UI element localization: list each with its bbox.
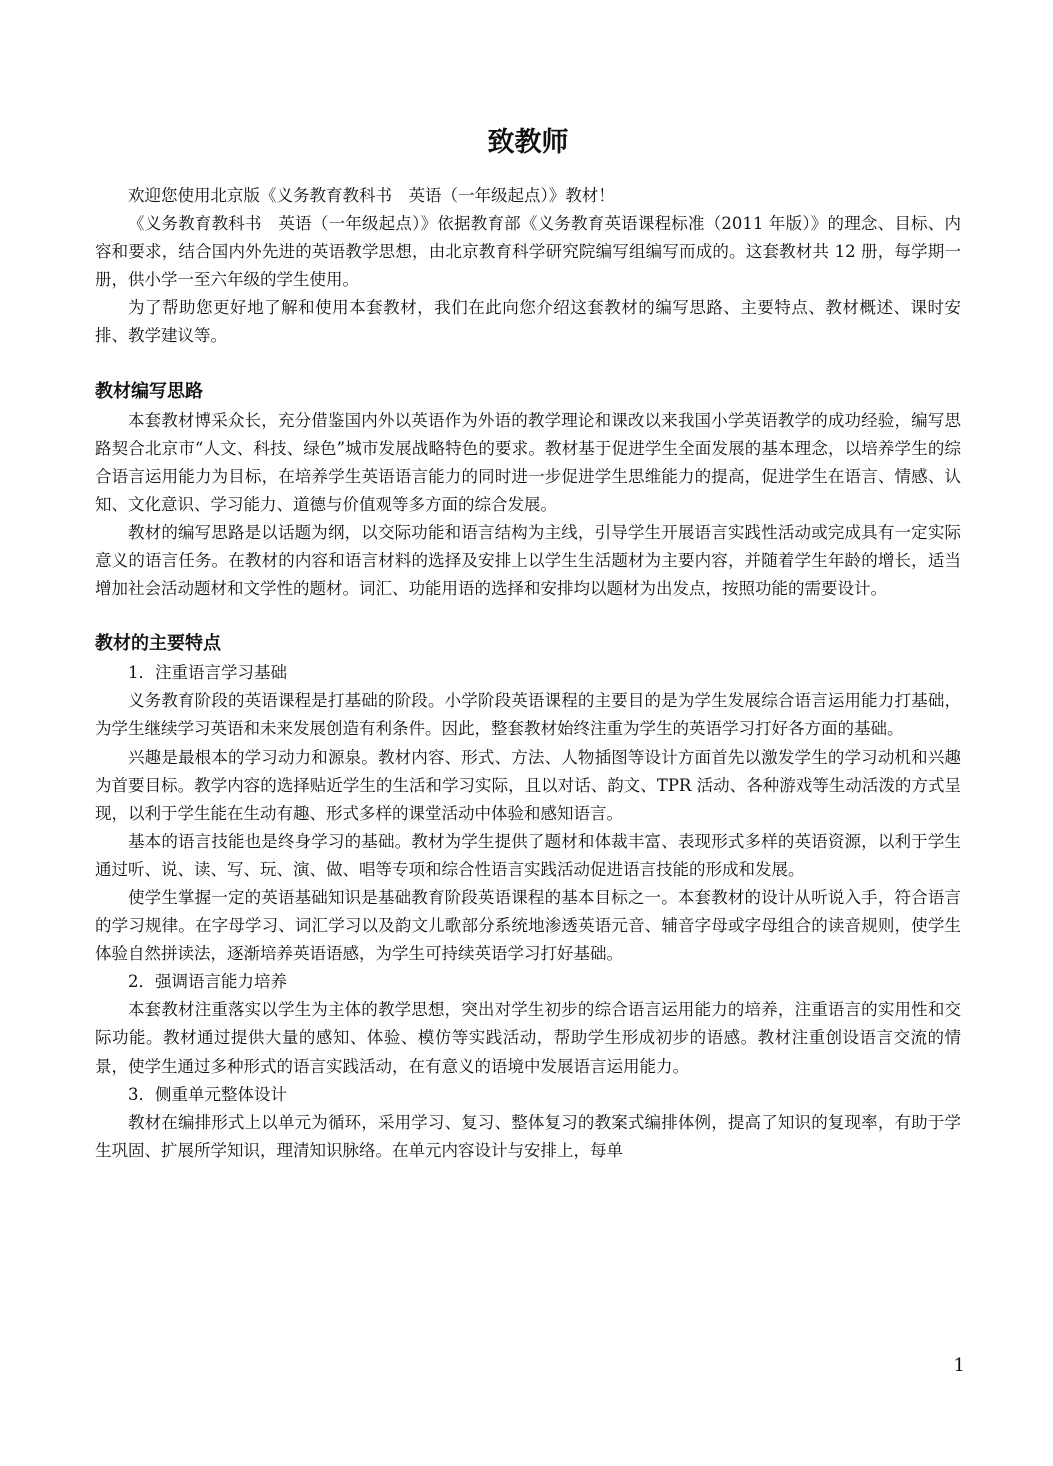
- section-heading-writing-ideas: 教材编写思路: [95, 380, 203, 402]
- feature-point-1-paragraph-4: 使学生掌握一定的英语基础知识是基础教育阶段英语课程的基本目标之一。本套教材的设计从听说入手，符合语言的学习规律。在字母学习、词汇学习以及韵文儿歌部分系统地渗透英语元音、辅音字母或字母组合的读音规则，使学生体验自然拼读法，逐渐培养英语语感，为学生可持续英语学习打好基础。: [95, 887, 961, 964]
- page-number: 1: [953, 1355, 965, 1376]
- intro-paragraph-2: 《义务教育教科书 英语（一年级起点）》依据教育部《义务教育英语课程标准（2011 年版）》的理念、目标、内容和要求，结合国内外先进的英语教学思想，由北京教育科学研究院编写组编写而成的。这套教材共 12 册，每学期一册，供小学一至六年级的学生使用。: [95, 214, 961, 290]
- section1-paragraph-1: 本套教材博采众长，充分借鉴国内外以英语作为外语的教学理论和课改以来我国小学英语教学的成功经验，编写思路契合北京市“人文、科技、绿色”城市发展战略特色的要求。教材基于促进学生全面发展的基本理念，以培养学生的综合语言运用能力为目标，在培养学生英语语言能力的同时进一步促进学生思维能力的提高，促进学生在语言、情感、认知、文化意识、学习能力、道德与价值观等多方面的综合发展。: [95, 410, 961, 514]
- feature-point-3-label: 3．侧重单元整体设计: [128, 1084, 287, 1104]
- feature-point-1-paragraph-1: 义务教育阶段的英语课程是打基础的阶段。小学阶段英语课程的主要目的是为学生发展综合语言运用能力打基础，为学生继续学习英语和未来发展创造有利条件。因此，整套教材始终注重为学生的英语学习打好各方面的基础。: [95, 691, 961, 739]
- feature-point-1-label: 1．注重语言学习基础: [128, 663, 287, 683]
- feature-point-3-paragraph-1: 教材在编排形式上以单元为循环，采用学习、复习、整体复习的教案式编排体例，提高了知识的复现率，有助于学生巩固、扩展所学知识，理清知识脉络。在单元内容设计与安排上，每单: [95, 1112, 961, 1160]
- intro-paragraph-3: 为了帮助您更好地了解和使用本套教材，我们在此向您介绍这套教材的编写思路、主要特点、教材概述、课时安排、教学建议等。: [95, 298, 961, 346]
- section-heading-main-features: 教材的主要特点: [95, 633, 221, 655]
- feature-point-2-label: 2．强调语言能力培养: [128, 972, 287, 992]
- feature-point-1-paragraph-3: 基本的语言技能也是终身学习的基础。教材为学生提供了题材和体裁丰富、表现形式多样的英语资源，以利于学生通过听、说、读、写、玩、演、做、唱等专项和综合性语言实践活动促进语言技能的形成和发展。: [95, 831, 961, 879]
- document-page: [95, 120, 961, 1165]
- page-title: 致教师: [487, 127, 569, 158]
- feature-point-2-paragraph-1: 本套教材注重落实以学生为主体的教学思想，突出对学生初步的综合语言运用能力的培养，注重语言的实用性和交际功能。教材通过提供大量的感知、体验、模仿等实践活动，帮助学生形成初步的语感。教材注重创设语言交流的情景，使学生通过多种形式的语言实践活动，在有意义的语境中发展语言运用能力。: [95, 1000, 961, 1076]
- feature-point-1-paragraph-2: 兴趣是最根本的学习动力和源泉。教材内容、形式、方法、人物插图等设计方面首先以激发学生的学习动机和兴趣为首要目标。教学内容的选择贴近学生的生活和学习实际，且以对话、韵文、TPR 活动、各种游戏等生动活泼的方式呈现，以利于学生能在生动有趣、形式多样的课堂活动中体验和感知语言。: [95, 747, 961, 823]
- intro-paragraph-1: 欢迎您使用北京版《义务教育教科书 英语（一年级起点）》教材！: [128, 186, 615, 205]
- section1-paragraph-2: 教材的编写思路是以话题为纲，以交际功能和语言结构为主线，引导学生开展语言实践性活动或完成具有一定实际意义的语言任务。在教材的内容和语言材料的选择及安排上以学生生活题材为主要内容，并随着学生年龄的增长，适当增加社会活动题材和文学性的题材。词汇、功能用语的选择和安排均以题材为出发点，按照功能的需要设计。: [95, 522, 961, 599]
